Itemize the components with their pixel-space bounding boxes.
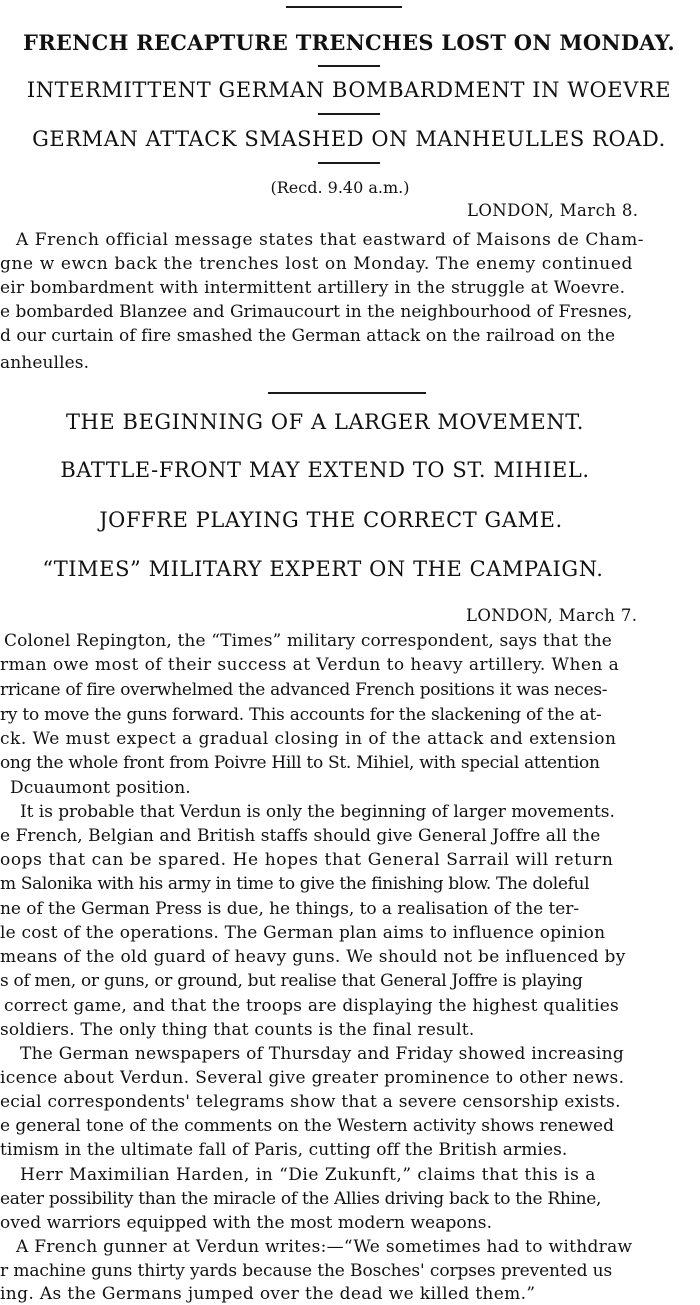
body-line: A French gunner at Verdun writes:—“We sometimes had to withdraw (16, 1237, 633, 1257)
body-line: correct game, and that the troops are displaying the highest qualities (4, 996, 619, 1016)
body-line: gne w ewcn back the trenches lost on Monday. The enemy continued (0, 254, 633, 274)
body-line: icence about Verdun. Several give greater prominence to other news. (0, 1068, 625, 1088)
body-line: means of the old guard of heavy guns. We should not be influenced by (0, 947, 626, 967)
body-line: eir bombardment with intermittent artillery in the struggle at Woevre. (0, 278, 626, 298)
top-rule (286, 6, 402, 8)
headline-4: THE BEGINNING OF A LARGER MOVEMENT. (65, 410, 584, 434)
body-line: s of men, or guns, or ground, but realise that General Joffre is playing (0, 971, 583, 991)
body-line: r machine guns thirty yards because the Bosches' corpses prevented us (0, 1261, 613, 1281)
body-line: oved warriors equipped with the most modern weapons. (0, 1213, 493, 1233)
body-line: rricane of fire overwhelmed the advanced French positions it was neces- (0, 680, 608, 700)
body-line: ne of the German Press is due, he things, to a realisation of the ter- (0, 899, 580, 919)
body-line: It is probable that Verdun is only the beginning of larger movements. (20, 802, 615, 822)
body-line: e general tone of the comments on the Western activity shows renewed (0, 1116, 614, 1136)
section-rule (268, 392, 426, 394)
body-line: d our curtain of fire smashed the German attack on the railroad on the (0, 326, 616, 346)
headline-6: JOFFRE PLAYING THE CORRECT GAME. (99, 508, 563, 532)
dateline: LONDON, March 7. (466, 606, 638, 625)
body-line: m Salonika with his army in time to give the finishing blow. The doleful (0, 874, 590, 894)
body-line: Colonel Repington, the “Times” military correspondent, says that the (4, 631, 613, 651)
body-line: ry to move the guns forward. This accounts for the slackening of the at- (0, 705, 602, 725)
headline-divider (318, 162, 380, 164)
headline-3: GERMAN ATTACK SMASHED ON MANHEULLES ROAD. (32, 127, 666, 151)
body-line: oops that can be spared. He hopes that General Sarrail will return (0, 850, 614, 870)
body-line: Dcuaumont position. (10, 778, 191, 798)
body-line: timism in the ultimate fall of Paris, cutting off the British armies. (0, 1140, 568, 1160)
body-line: ing. As the Germans jumped over the dead we killed them.” (0, 1284, 536, 1304)
body-line: le cost of the operations. The German plan aims to influence opinion (0, 923, 606, 943)
received-note: (Recd. 9.40 a.m.) (270, 178, 410, 197)
headline-5: BATTLE-FRONT MAY EXTEND TO ST. MIHIEL. (60, 458, 590, 482)
headline-7: “TIMES” MILITARY EXPERT ON THE CAMPAIGN. (42, 557, 604, 581)
body-line: ck. We must expect a gradual closing in of the attack and extension (0, 729, 617, 749)
body-line: The German newspapers of Thursday and Friday showed increasing (20, 1044, 624, 1064)
headline-divider (318, 113, 380, 115)
body-line: Herr Maximilian Harden, in “Die Zukunft,” claims that this is a (20, 1165, 596, 1185)
headline-divider (318, 65, 380, 67)
body-line: ecial correspondents' telegrams show that a severe censorship exists. (0, 1092, 621, 1112)
headline-2: INTERMITTENT GERMAN BOMBARDMENT IN WOEVRE (26, 78, 672, 102)
body-line: e French, Belgian and British staffs should give General Joffre all the (0, 826, 601, 846)
body-line: ong the whole front from Poivre Hill to St. Mihiel, with special attention (0, 753, 600, 773)
dateline: LONDON, March 8. (467, 201, 639, 220)
body-line: rman owe most of their success at Verdun to heavy artillery. When a (0, 655, 620, 675)
body-line: e bombarded Blanzee and Grimaucourt in the neighbourhood of Fresnes, (0, 302, 633, 322)
headline-1: FRENCH RECAPTURE TRENCHES LOST ON MONDAY. (23, 30, 675, 55)
body-line: soldiers. The only thing that counts is the final result. (0, 1020, 475, 1040)
body-line: A French official message states that eastward of Maisons de Cham- (16, 230, 645, 250)
body-line: eater possibility than the miracle of the Allies driving back to the Rhine, (0, 1189, 602, 1209)
body-line: anheulles. (0, 353, 90, 373)
